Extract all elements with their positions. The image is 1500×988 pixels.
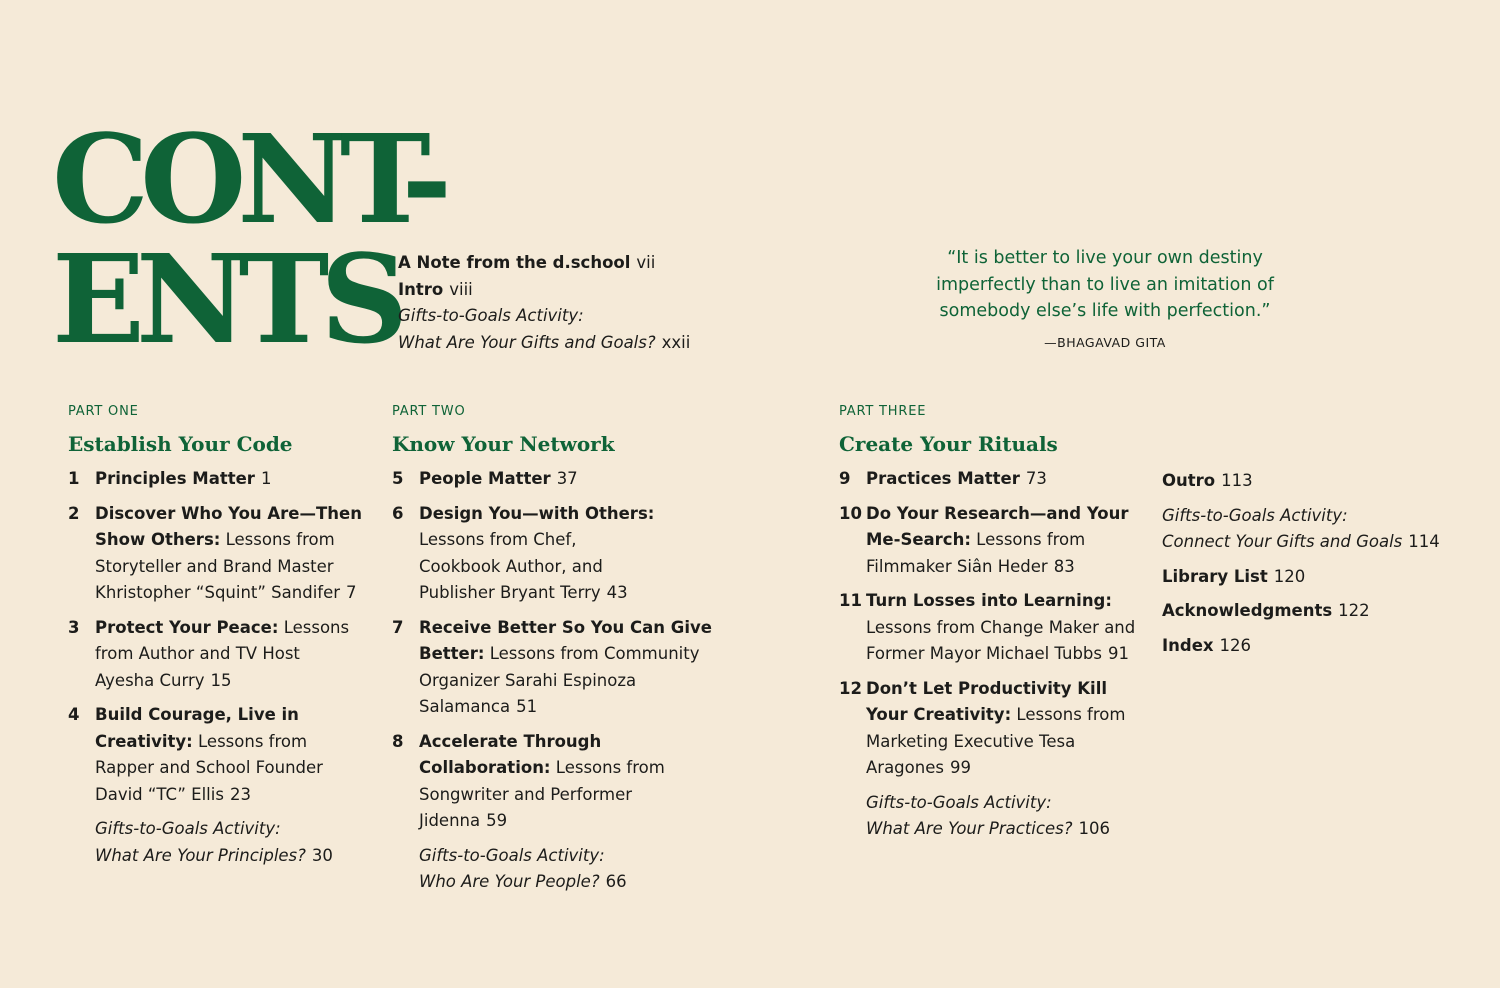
- chapter-title-bold: People Matter: [419, 469, 551, 488]
- chapter-subtitle: Ayesha Curry: [95, 670, 205, 690]
- chapter-title-bold: Accelerate Through: [419, 731, 602, 751]
- activity-line2: What Are Your Principles?: [95, 845, 306, 865]
- chapter-title-bold: Practices Matter: [866, 469, 1020, 488]
- part-label: PART TWO: [392, 404, 466, 419]
- chapter-line: [95, 580, 362, 607]
- chapter-line: [866, 588, 1135, 615]
- chapter-line: [866, 554, 1128, 581]
- chapter-line: [419, 668, 712, 695]
- chapter-text: [95, 501, 362, 607]
- chapter-subtitle: Filmmaker Siân Heder: [866, 556, 1048, 576]
- quote-line2: imperfectly than to live an imitation of: [936, 274, 1274, 295]
- chapter-line: [419, 466, 578, 493]
- chapter-entry[interactable]: [68, 702, 362, 808]
- chapter-line: [95, 466, 271, 493]
- back-item-library-label: Library List: [1162, 566, 1268, 586]
- back-item-acknowledgments[interactable]: [1162, 598, 1440, 625]
- chapter-line: [419, 501, 654, 528]
- quote-attribution: —BHAGAVAD GITA: [1044, 335, 1166, 350]
- chapter-line: [95, 554, 362, 581]
- chapter-subtitle: Salamanca: [419, 697, 511, 716]
- chapter-number: 8: [392, 731, 404, 751]
- chapter-list: [839, 466, 1135, 843]
- contents-title-line2: ENTS: [52, 227, 400, 371]
- chapter-line: [95, 729, 323, 756]
- chapter-line: [866, 527, 1128, 554]
- back-matter-list: [1162, 468, 1440, 667]
- chapter-number: 12: [839, 678, 862, 698]
- chapter-line: [419, 729, 665, 756]
- chapter-subtitle: Lessons from: [1011, 705, 1126, 724]
- chapter-number: 3: [68, 617, 80, 637]
- chapter-line: [419, 554, 654, 581]
- page-number: 43: [606, 583, 628, 602]
- page-number: 37: [556, 469, 578, 488]
- part-title[interactable]: Create Your Rituals: [839, 432, 1058, 456]
- page-number: 122: [1338, 601, 1370, 620]
- back-item-index[interactable]: [1162, 633, 1440, 660]
- back-item-outro-label: Outro: [1162, 471, 1216, 490]
- page-number: 73: [1025, 469, 1047, 488]
- chapter-number: 1: [68, 469, 80, 488]
- chapter-title-bold: Don’t Let Productivity Kill: [866, 678, 1108, 698]
- chapter-text: [866, 588, 1135, 668]
- activity-line1: Gifts-to-Goals Activity:: [95, 819, 281, 838]
- chapter-title-bold: Better:: [419, 644, 485, 663]
- front-item-note[interactable]: [398, 250, 690, 277]
- chapter-text: [866, 676, 1125, 782]
- chapter-title-bold: Receive Better So You Can Give: [419, 617, 712, 637]
- chapter-text: [866, 501, 1128, 581]
- chapter-line: [419, 782, 665, 809]
- chapter-line: [866, 501, 1128, 528]
- part-title[interactable]: Establish Your Code: [68, 432, 293, 456]
- chapter-number: 4: [68, 705, 80, 724]
- chapter-line: [95, 615, 349, 642]
- chapter-subtitle: Storyteller and Brand Master: [95, 556, 334, 576]
- page-number: 7: [346, 583, 357, 602]
- chapter-subtitle: Lessons from Chef,: [419, 530, 577, 549]
- chapter-title-bold: Me-Search:: [866, 530, 971, 549]
- chapter-subtitle: Khristopher “Squint” Sandifer: [95, 583, 341, 602]
- chapter-line: [95, 527, 362, 554]
- chapter-subtitle: Publisher Bryant Terry: [419, 583, 601, 602]
- front-matter-list: [398, 250, 690, 356]
- page-number: 1: [260, 469, 272, 488]
- chapter-list: [392, 466, 712, 896]
- activity-line1: Gifts-to-Goals Activity:: [419, 845, 605, 865]
- page-number: vii: [636, 253, 656, 272]
- chapter-title-bold: Your Creativity:: [866, 705, 1012, 724]
- chapter-subtitle: Songwriter and Performer: [419, 784, 633, 804]
- chapter-number: 6: [392, 503, 404, 523]
- chapter-text: [95, 615, 349, 695]
- chapter-line: [95, 641, 349, 668]
- front-item-intro[interactable]: [398, 277, 690, 304]
- page-number: 30: [311, 845, 333, 865]
- part-label: PART ONE: [68, 404, 139, 419]
- activity-line2: What Are Your Gifts and Goals?: [398, 332, 656, 352]
- chapter-text: [419, 615, 712, 721]
- page-number: 113: [1221, 471, 1253, 490]
- activity-entry[interactable]: [95, 816, 362, 869]
- chapter-number: 9: [839, 469, 851, 488]
- chapter-line: [419, 808, 665, 835]
- chapter-line: [866, 702, 1125, 729]
- chapter-subtitle: Organizer Sarahi Espinoza: [419, 670, 637, 690]
- quote-line1: “It is better to live your own destiny: [947, 248, 1263, 268]
- chapter-subtitle: Lessons from: [192, 731, 308, 751]
- page-number: 83: [1053, 556, 1075, 576]
- chapter-title-bold: Discover Who You Are—Then: [95, 503, 362, 523]
- chapter-line: [419, 755, 665, 782]
- chapter-line: [419, 641, 712, 668]
- chapter-entry[interactable]: [839, 501, 1135, 581]
- chapter-subtitle: Lessons from: [220, 530, 335, 549]
- chapter-title-bold: Show Others:: [95, 530, 221, 549]
- chapter-subtitle: Aragones: [866, 758, 944, 777]
- chapter-list: [68, 466, 362, 869]
- chapter-line: [419, 615, 712, 642]
- page-number: xxii: [661, 332, 691, 352]
- activity-entry[interactable]: [419, 843, 712, 896]
- part-three-column: [839, 404, 1135, 843]
- chapter-line: [866, 729, 1125, 756]
- chapter-title-bold: Turn Losses into Learning:: [866, 591, 1112, 610]
- chapter-subtitle: Lessons: [278, 617, 350, 637]
- page-number: 91: [1108, 644, 1129, 663]
- chapter-subtitle: Cookbook Author, and: [419, 556, 603, 576]
- chapter-entry[interactable]: [68, 615, 362, 695]
- chapter-line: [866, 676, 1125, 703]
- activity-entry[interactable]: [866, 790, 1135, 843]
- chapter-entry[interactable]: [392, 466, 712, 493]
- chapter-subtitle: Marketing Executive Tesa: [866, 731, 1076, 751]
- chapter-line: [95, 755, 323, 782]
- chapter-entry[interactable]: [839, 466, 1135, 493]
- chapter-subtitle: Rapper and School Founder: [95, 758, 323, 777]
- chapter-title-bold: Design You—with Others:: [419, 503, 655, 523]
- page-number: 23: [229, 784, 251, 804]
- back-item-index-label: Index: [1162, 635, 1214, 655]
- chapter-title-bold: Build Courage, Live in: [95, 705, 299, 724]
- activity-line2: Connect Your Gifts and Goals: [1162, 532, 1403, 551]
- chapter-line: [866, 615, 1135, 642]
- chapter-title-bold: Do Your Research—and Your: [866, 503, 1129, 523]
- chapter-subtitle: Lessons from: [970, 530, 1086, 549]
- back-item-library[interactable]: [1162, 564, 1440, 591]
- page-number: 99: [949, 758, 971, 777]
- chapter-text: [419, 501, 654, 607]
- chapter-entry[interactable]: [392, 615, 712, 721]
- epigraph-quote: [905, 245, 1305, 325]
- part-one-column: [68, 404, 362, 869]
- page-number: 15: [210, 670, 232, 690]
- chapter-entry[interactable]: [839, 588, 1135, 668]
- part-label: PART THREE: [839, 404, 927, 419]
- back-item-activity[interactable]: [1162, 503, 1440, 556]
- front-item-activity[interactable]: [398, 303, 690, 330]
- chapter-text: [419, 729, 665, 835]
- chapter-subtitle: David “TC” Ellis: [95, 784, 224, 804]
- chapter-subtitle: Lessons from Change Maker and: [866, 617, 1136, 637]
- chapter-entry[interactable]: [839, 676, 1135, 782]
- chapter-title-bold: Creativity:: [95, 731, 193, 751]
- page-number: 120: [1273, 566, 1306, 586]
- chapter-text: [95, 702, 323, 808]
- part-two-column: [392, 404, 712, 896]
- front-item-activity-cont[interactable]: [398, 330, 690, 357]
- chapter-text: [866, 466, 1047, 493]
- chapter-subtitle: Jidenna: [419, 811, 481, 830]
- contents-title-line1: CONT-: [52, 107, 444, 251]
- chapter-title-bold: Collaboration:: [419, 758, 551, 777]
- chapter-entry[interactable]: [68, 466, 362, 493]
- chapter-number: 7: [392, 617, 404, 637]
- chapter-number: 5: [392, 469, 404, 488]
- chapter-line: [95, 501, 362, 528]
- chapter-text: [419, 466, 578, 493]
- chapter-number: 2: [68, 503, 80, 523]
- chapter-line: [419, 527, 654, 554]
- quote-line3: somebody else’s life with perfection.”: [939, 301, 1271, 321]
- chapter-entry[interactable]: [68, 501, 362, 607]
- chapter-text: [95, 466, 271, 493]
- chapter-line: [95, 782, 323, 809]
- chapter-line: [866, 466, 1047, 493]
- part-title[interactable]: Know Your Network: [392, 432, 615, 456]
- page-number: 59: [486, 811, 508, 830]
- chapter-title-bold: Protect Your Peace:: [95, 617, 279, 637]
- page-number: 126: [1219, 635, 1252, 655]
- chapter-subtitle: Former Mayor Michael Tubbs: [866, 644, 1102, 663]
- chapter-title-bold: Principles Matter: [95, 469, 255, 488]
- chapter-subtitle: from Author and TV Host: [95, 644, 300, 663]
- front-item-intro-label: Intro: [398, 279, 444, 299]
- page-number: 51: [516, 697, 538, 716]
- chapter-line: [419, 580, 654, 607]
- chapter-entry[interactable]: [392, 729, 712, 835]
- chapter-line: [866, 755, 1125, 782]
- activity-line2: What Are Your Practices?: [866, 819, 1073, 838]
- chapter-entry[interactable]: [392, 501, 712, 607]
- chapter-number: 10: [839, 503, 862, 523]
- activity-line1: Gifts-to-Goals Activity:: [866, 792, 1052, 812]
- page-number: viii: [449, 279, 473, 299]
- chapter-subtitle: Lessons from: [550, 758, 665, 777]
- activity-line2: Who Are Your People?: [419, 872, 600, 891]
- chapter-line: [866, 641, 1135, 668]
- back-item-ack-label: Acknowledgments: [1162, 601, 1333, 620]
- page-number: 106: [1078, 819, 1110, 838]
- activity-line1: Gifts-to-Goals Activity:: [1162, 505, 1348, 525]
- chapter-number: 11: [839, 591, 862, 610]
- page-number: 66: [605, 872, 627, 891]
- front-item-note-label: A Note from the d.school: [398, 253, 631, 272]
- activity-line1: Gifts-to-Goals Activity:: [398, 306, 584, 325]
- page-number: 114: [1408, 532, 1440, 551]
- back-item-outro[interactable]: [1162, 468, 1440, 495]
- chapter-line: [95, 668, 349, 695]
- chapter-subtitle: Lessons from Community: [484, 644, 700, 663]
- chapter-line: [419, 694, 712, 721]
- chapter-line: [95, 702, 323, 729]
